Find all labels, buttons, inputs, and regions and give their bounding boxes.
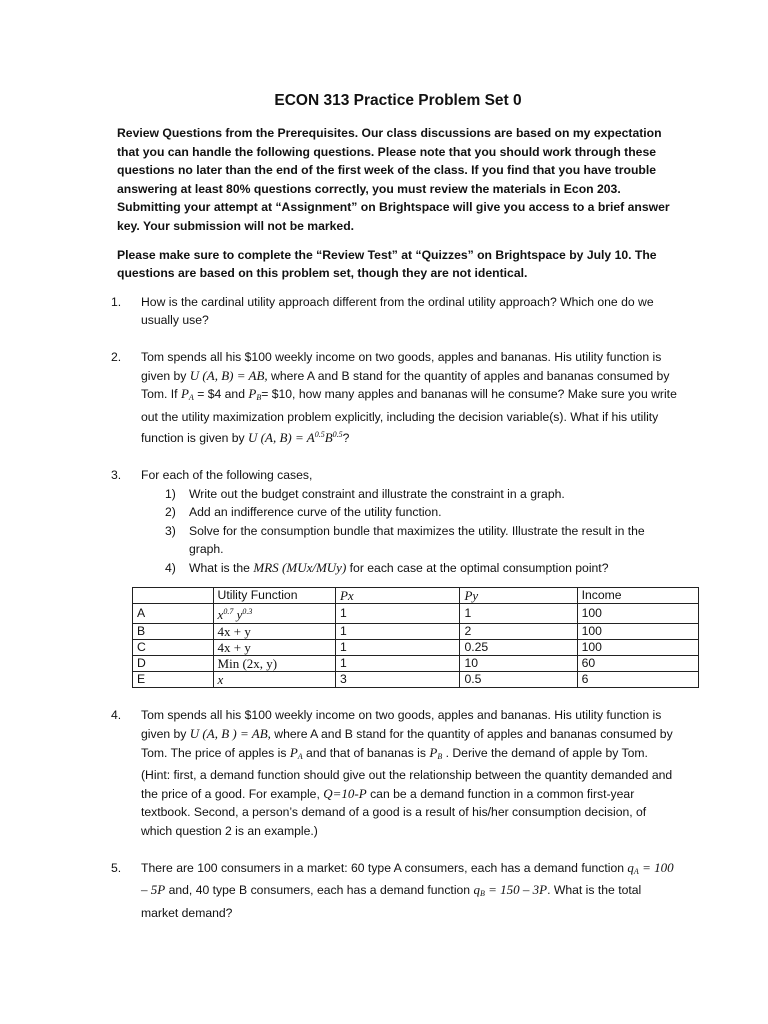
table-cell: 4x + y — [213, 640, 335, 656]
utility-table — [132, 587, 699, 688]
table-cell: 2 — [460, 624, 577, 640]
table-header-row — [133, 588, 699, 604]
table-cell: 1 — [335, 640, 459, 656]
table-cell: 60 — [577, 656, 698, 672]
sub-question: 3) Solve for the consumption bundle that maximizes the utility. Illustrate the result in the graph. — [165, 523, 645, 557]
sub-question: 2) Add an indifference curve of the utility function. — [165, 505, 442, 520]
table-row — [133, 656, 699, 672]
question-text: Tom spends all his $100 weekly income on two goods, apples and bananas. His utility function is given by U (A, B) = AB, where A and B stand for the quantity of apples and bananas consumed by Tom. If $P_A$ = $4 and $P_B=$ $10, how many apples and bananas will he consume? Make sure you write out the utility maximization problem explicitly, including the decision variable(s). What if his utility function is given by U (A, $B) = A^{0.5}B^{0.5}$? — [141, 349, 677, 446]
question-number: 5. — [111, 860, 122, 875]
table-row — [133, 672, 699, 688]
table-cell: 100 — [577, 640, 698, 656]
sub-question: 1) Write out the budget constraint and illustrate the constraint in a graph. — [165, 486, 565, 501]
document-title: ECON 313 Practice Problem Set 0 — [274, 92, 522, 109]
intro-paragraph: Review Questions from the Prerequisites. Our class discussions are based on my expectation that you can handle the following questions. Please note that you should work through these questions no later than the end of the first week of the class. If you find that you have trouble answering at least 80% questions correctly, you must review the materials in Econ 203. Submitting your attempt at “Assignment” on Brightspace will give you access to a brief answer key. Your submission will not be marked. — [117, 126, 670, 233]
question-text: Tom spends all his $100 weekly income on two goods, apples and bananas. His utility function is given by U (A, B ) = AB, where A and B stand for the quantity of apples and bananas consumed by Tom. The price of apples is $P_A$ and that of bananas is $P_B$ . Derive the demand of apple by Tom. (Hint: first, a demand function should give out the relationship between the quantity demanded and the price of a good. For example, Q=10-P can be a demand function in a common first-year textbook. Second, a person’s demand of a good is a result of his/her consumption decision, of which question 2 is an example.) — [141, 708, 673, 839]
question-3 — [111, 466, 679, 689]
table-cell: 10 — [460, 656, 577, 672]
question-text: How is the cardinal utility approach different from the ordinal utility approach? Which one do we usually use? — [141, 294, 654, 328]
table-cell: 1 — [335, 656, 459, 672]
table-header — [133, 588, 214, 604]
table-header: Utility Function — [213, 588, 335, 604]
table-header: Py — [460, 588, 577, 604]
table-cell: $x^{0.7}$ $y^{0.3}$ — [213, 604, 335, 624]
table-header: Px — [335, 588, 459, 604]
question-4 — [111, 706, 679, 840]
sub-question: 4) What is the MRS (MUx/MUy) for each case at the optimal consumption point? — [165, 559, 609, 575]
table-cell: 1 — [335, 604, 459, 624]
table-cell: 0.25 — [460, 640, 577, 656]
table-row — [133, 640, 699, 656]
table-row — [133, 624, 699, 640]
question-number: 2. — [111, 349, 122, 364]
question-2 — [111, 348, 679, 448]
question-5 — [111, 859, 679, 923]
table-cell: D — [133, 656, 214, 672]
table-cell: 3 — [335, 672, 459, 688]
table-cell: B — [133, 624, 214, 640]
table-cell: Min (2x, y) — [213, 656, 335, 672]
question-list — [111, 293, 679, 923]
document-page — [111, 92, 679, 940]
table-cell: 100 — [577, 604, 698, 624]
review-test-paragraph: Please make sure to complete the “Review Test” at “Quizzes” on Brightspace by July 10. The questions are based on this problem set, though they are not identical. — [117, 247, 657, 281]
question-number: 4. — [111, 708, 122, 723]
table-cell: 1 — [335, 624, 459, 640]
question-number: 3. — [111, 467, 122, 482]
table-cell: 100 — [577, 624, 698, 640]
table-cell: 1 — [460, 604, 577, 624]
question-number: 1. — [111, 294, 122, 309]
table-cell: 4x + y — [213, 624, 335, 640]
table-cell: 6 — [577, 672, 698, 688]
table-cell: C — [133, 640, 214, 656]
table-cell: 0.5 — [460, 672, 577, 688]
question-text: There are 100 consumers in a market: 60 type A consumers, each has a demand function $q_A = 100 - 5P$ and, 40 type B consumers, each has a demand function $q_B = 150 - 3P$. What is the total market demand? — [141, 859, 674, 920]
sub-question-list — [141, 485, 679, 578]
table-cell: x — [213, 672, 335, 688]
table-header: Income — [577, 588, 698, 604]
table-cell: A — [133, 604, 214, 624]
question-text: For each of the following cases, — [141, 467, 313, 482]
question-1 — [111, 293, 679, 330]
table-cell: E — [133, 672, 214, 688]
table-row — [133, 604, 699, 624]
